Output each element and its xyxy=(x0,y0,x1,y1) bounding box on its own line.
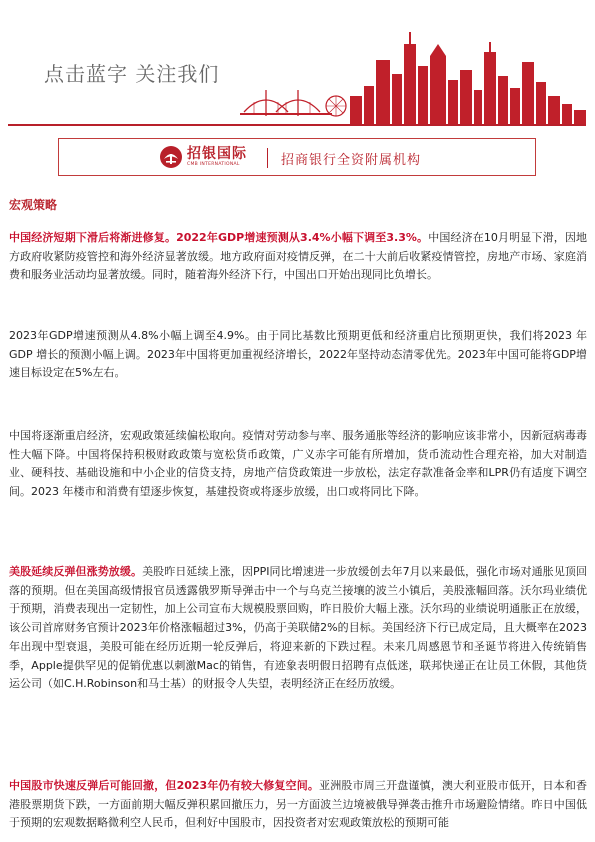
paragraph-china-stocks xyxy=(9,777,587,833)
follow-us-slogan[interactable]: 点击蓝字 关注我们 xyxy=(44,62,220,86)
paragraph-highlight: 中国经济短期下滑后将渐进修复。2022年GDP增速预测从3.4%小幅下调至3.3%。 xyxy=(9,231,429,244)
city-skyline-banner xyxy=(240,30,586,126)
paragraph-highlight: 美股延续反弹但涨势放缓。 xyxy=(9,565,143,578)
paragraph-highlight: 中国股市快速反弹后可能回撤，但2023年仍有较大修复空间。 xyxy=(9,779,320,792)
paragraph-body: 中国经济在10月明显下滑，因地方政府收紧防疫管控和海外经济显著放缓。地方政府面对疫情反弹，在二十大前后收紧疫情管控，房地产市场、家庭消费和服务业活动均显著放缓。同时，随着海外经济下行，中国出口开始出现同比负增长。 xyxy=(9,231,587,282)
brand-tagline: 招商银行全资附属机构 xyxy=(281,153,422,168)
brand-english-name: CMB INTERNATIONAL xyxy=(187,162,240,167)
page-header xyxy=(0,0,595,130)
brand-name: 招银国际 xyxy=(187,146,247,162)
paragraph-body: 中国将逐渐重启经济，宏观政策延续偏松取向。疫情对劳动参与率、服务通胀等经济的影响应该非常小，因新冠病毒毒性大幅下降。中国将保持积极财政政策与宽松货币政策，广义赤字可能有所增加，货币流动性合理充裕，加大对制造业、硬科技、基础设施和中小企业的信贷支持，房地产信贷政策进一步放松，法定存款准备金率和LPR仍有适度下调空间。2023 年楼市和消费有望逐步恢复，基建投资或将逐步放缓，出口或将同比下降。 xyxy=(9,429,587,499)
paragraph-gdp-forecast xyxy=(9,327,587,383)
paragraph-china-economy xyxy=(9,229,587,285)
brand-separator xyxy=(267,148,268,168)
brand-banner xyxy=(58,138,536,176)
section-title: 宏观策略 xyxy=(9,198,58,212)
cmb-logo-icon xyxy=(159,145,183,169)
paragraph-body: 亚洲股市周三开盘谨慎，澳大利亚股市低开，日本和香港股票期货下跌，一方面前期大幅反弹积累回撤压力，另一方面波兰边境被俄导弹袭击推升市场避险情绪。昨日中国低于预期的宏观数据略微利空人民币，但利好中国股市，因投资者对宏观政策放松的预期可能 xyxy=(9,779,587,830)
paragraph-us-stocks xyxy=(9,563,587,694)
paragraph-body: 美股昨日延续上涨，因PPI同比增速进一步放缓创去年7月以来最低，强化市场对通胀见顶回落的预期。但在美国高级情报官员透露俄罗斯导弹击中一个与乌克兰接壤的波兰小镇后，美股涨幅回落。沃尔玛业绩优于预期，消费表现出一定韧性，加上公司宣布大规模股票回购，昨日股价大幅上涨。沃尔玛的业绩说明通胀正在放缓，该公司首席财务官预计2023年价格涨幅超过3%，仍高于美联储2%的目标。美国经济下行已成定局，且大概率在2023年出现中型衰退，美股可能在经历近期一轮反弹后，将迎来新的下跌过程。未来几周感恩节和圣诞节将进入传统销售季，Apple提供罕见的促销优惠以刺激Mac的销售，有迹象表明假日招聘有点低迷，联邦快递正在让员工休假，其他货运公司（如C.H.Robinson和马士基）的财报令人失望，表明经济正在经历放缓。 xyxy=(9,565,587,691)
paragraph-reopening-policy xyxy=(9,427,587,502)
paragraph-body: 2023年GDP增速预测从4.8%小幅上调至4.9%。由于同比基数比预期更低和经济重启比预期更快，我们将2023 年 GDP 增长的预测小幅上调。2023年中国将更加重视经济增长，2022年坚持动态清零优先。2023年中国可能将GDP增速目标设定在5%左右。 xyxy=(9,329,587,380)
header-divider xyxy=(8,124,586,126)
